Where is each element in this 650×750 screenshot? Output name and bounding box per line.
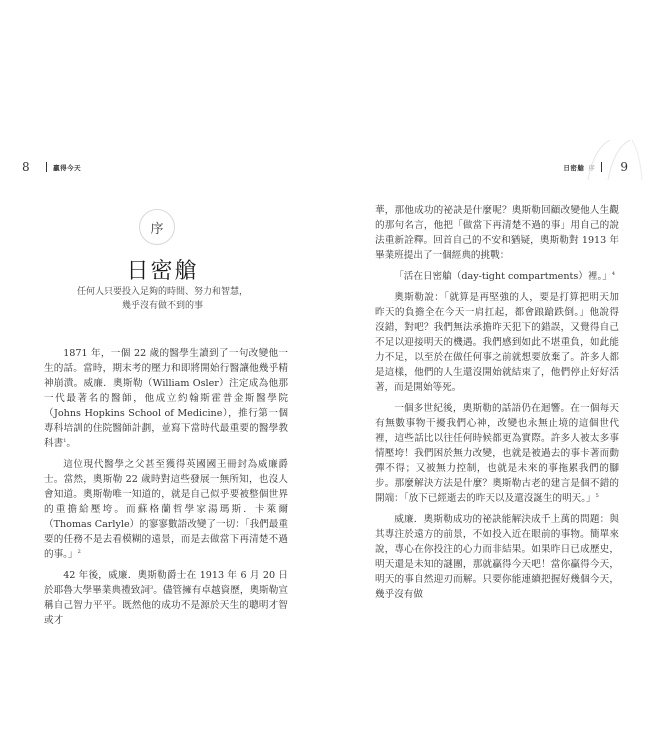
chapter-label-circle: [139, 209, 175, 245]
divider-bar: [601, 162, 603, 172]
footnote-ref: 3: [149, 584, 154, 591]
paragraph: 華，那他成功的祕訣是什麼呢？奧斯勒回顧改變他人生觀的那句名言，他把「做當下再清楚不過的事」用自己的說法重新詮釋。回首自己的不安和猶疑，奧斯勒對 1913 年畢業班提出了一個經典的挑戰：: [375, 205, 619, 261]
epigraph-line-2: 幾乎沒有做不到的事: [121, 301, 203, 311]
paragraph: 1871 年，一個 22 歲的醫學生讀到了一句改變他一生的話。當時，期末考的壓力和即將開始行醫讓他幾乎精神崩潰。威廉．奧斯勒（William Osler）注定成為他那一代最著名的醫師，他成立約翰斯霍普金斯醫學院（Johns Hopkins School of Medicine），推行第一個專科培訓的住院醫師計劃，並寫下當時代最重要的醫學教科書$^1$。: [44, 348, 288, 449]
right-body-text: [375, 203, 619, 608]
right-running-head: [563, 160, 628, 174]
paragraph: 奧斯勒說：「就算是再堅強的人，要是打算把明天加昨天的負擔全在今天一肩扛起，都會踉蹌跌倒。」他說得沒錯，對吧？我們無法承擔昨天犯下的錯誤，又覺得自己不足以迎接明天的機遇。我們感到如此不堪重負，如此能力不足，以至於在做任何事之前就想要放棄了。許多人都是這樣，他們的人生還沒開始就結束了，他們停止好好活著，而是開始等死。: [375, 292, 619, 393]
chapter-title: 日密艙: [126, 259, 199, 284]
page-number: 8: [22, 160, 30, 174]
section-running-head: 序: [588, 163, 595, 172]
block-quote: 「活在日密艙（day-tight compartments）裡。」$^4$: [394, 270, 616, 282]
footnote-ref: 4: [611, 270, 616, 277]
paragraph: 這位現代醫學之父甚至獲得英國國王冊封為威廉爵士。當然，奧斯勒 22 歲時對這些發展一無所知，也沒人會知道。奧斯勒唯一知道的，就是自己似乎要被整個世界的重擔給壓垮。而蘇格蘭哲學家湯瑪斯．卡萊爾（Thomas Carlyle）的寥寥數語改變了一切：「我們最重要的任務不是去看模糊的遠景，而是去做當下再清楚不過的事。」$^2$: [44, 459, 288, 560]
paragraph: 42 年後，威廉．奧斯勒爵士在 1913 年 6 月 20 日於耶魯大學畢業典禮致詞$^3$。儘管擁有卓越資歷，奧斯勒宣稱自己智力平平。既然他的成功不是源於天生的聰明才智或才: [44, 570, 289, 626]
chapter-running-head: 日密艙: [563, 163, 585, 172]
footnote-ref: 5: [595, 492, 599, 499]
paragraph: 威廉．奧斯勒成功的祕訣能解決成千上萬的問題：與其專注於遠方的前景，不如投入近在眼前的事物。簡單來說，專心在你投注的心力而非結果。如果昨日已成歷史，明天還是未知的謎團，那就贏得今天吧！當你贏得今天，明天的事自然迎刃而解。只要你能連續把握好幾個今天，幾乎沒有做: [375, 514, 619, 600]
page-number: 9: [620, 160, 628, 174]
left-running-head: [22, 160, 81, 174]
left-body-text: [44, 346, 288, 634]
footnote-ref: 2: [77, 548, 81, 555]
epigraph-line-1: 任何人只要投入足夠的時間、努力和智慧，: [76, 287, 248, 297]
footnote-ref: 1: [63, 437, 67, 444]
book-title-running-head: 贏得今天: [53, 163, 82, 172]
epigraph: [0, 285, 325, 313]
chapter-label: 序: [150, 221, 164, 237]
divider-bar: [46, 162, 48, 172]
paragraph: 一個多世紀後，奧斯勒的話語仍在迴響。在一個每天有無數事物干擾我們心神，改變也永無止境的這個世代裡，這些話比以往任何時候都更為實際。許多人被太多事情壓垮！我們困於無力改變，也就是被過去的事卡著而動彈不得；又被無力控制，也就是未來的事拖累我們的腳步。那麼解決方法是什麼？奧斯勒古老的建言是個不錯的開端：「放下已經逝去的昨天以及還沒誕生的明天。」$^5$: [375, 403, 619, 504]
